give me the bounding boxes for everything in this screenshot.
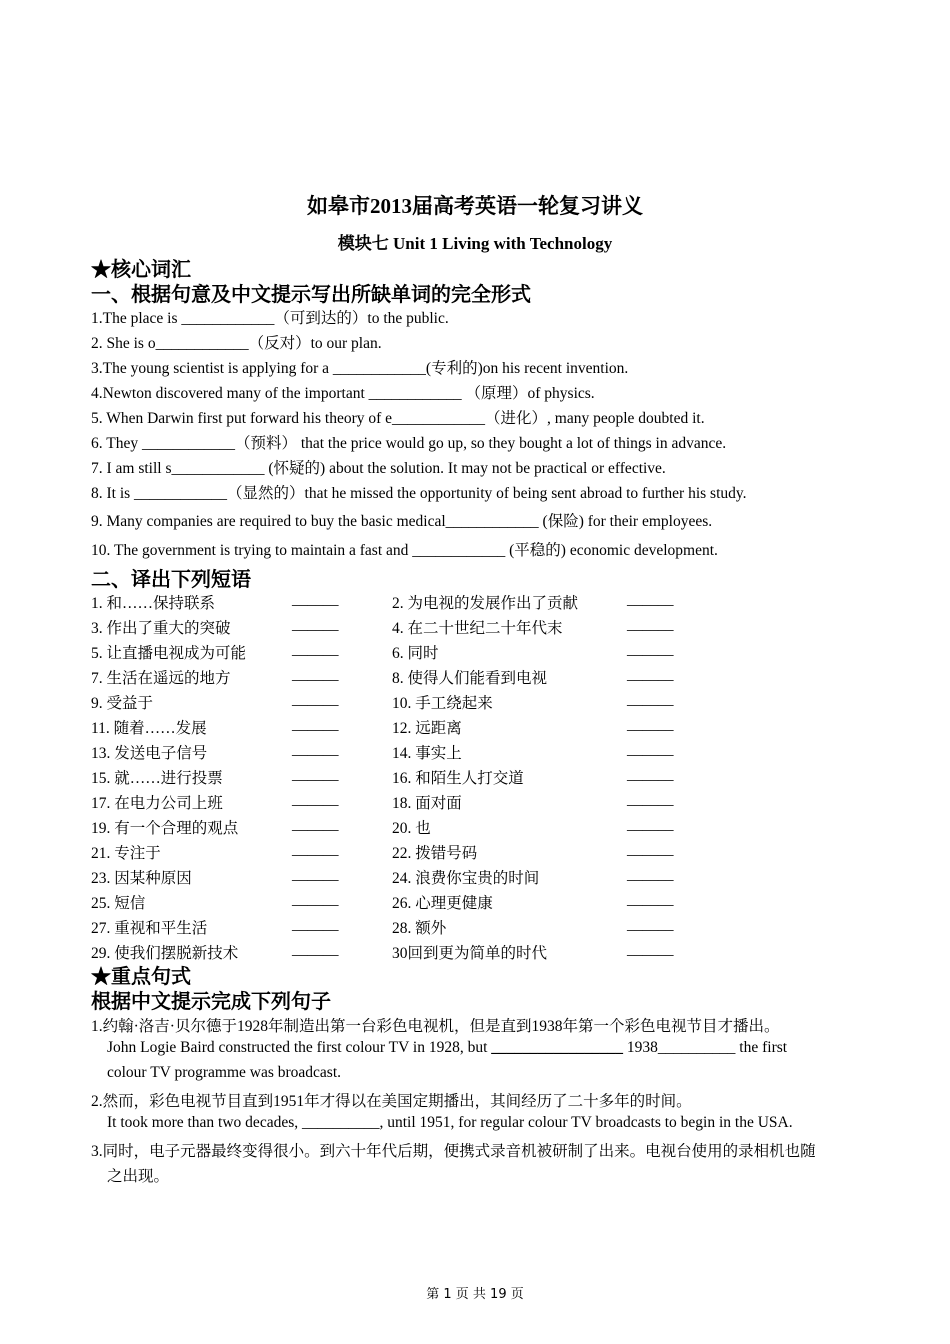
vocab-item: 2. She is o____________（反对）to our plan. (91, 335, 382, 352)
phrase-answer-blank: ______ (627, 841, 674, 858)
phrase-answer-blank: ______ (292, 866, 339, 883)
phrase-answer-blank: ______ (292, 741, 339, 758)
phrase-answer-blank: ______ (292, 891, 339, 908)
phrase-answer-blank: ______ (292, 791, 339, 808)
phrase-item: 22. 拨错号码 (392, 845, 478, 862)
phrase-answer-blank: ______ (292, 666, 339, 683)
phrase-item: 2. 为电视的发展作出了贡献 (392, 595, 579, 612)
phrase-answer-blank: ______ (292, 816, 339, 833)
vocab-item: 10. The government is trying to maintain a fast and ____________ (平稳的) economic development. (91, 542, 718, 559)
vocab-item: 5. When Darwin first put forward his theory of e____________（进化）, many people doubted it. (91, 410, 705, 427)
phrase-item: 21. 专注于 (91, 845, 161, 862)
sentence-2-english: It took more than two decades, __________, until 1951, for regular colour TV broadcasts to begin in the USA. (107, 1114, 793, 1131)
phrase-item: 1. 和……保持联系 (91, 595, 216, 612)
sentence-1-text-a: John Logie Baird constructed the first colour TV in 1928, but (107, 1039, 488, 1056)
sentence-1-blank: _________________ (491, 1039, 624, 1056)
phrase-answer-blank: ______ (627, 866, 674, 883)
phrase-item: 4. 在二十世纪二十年代末 (392, 620, 563, 637)
phrase-item: 26. 心理更健康 (392, 895, 493, 912)
phrase-answer-blank: ______ (627, 916, 674, 933)
phrase-item: 18. 面对面 (392, 795, 462, 812)
phrase-item: 24. 浪费你宝贵的时间 (392, 870, 540, 887)
phrase-answer-blank: ______ (627, 791, 674, 808)
phrase-item: 14. 事实上 (392, 745, 462, 762)
key-sentences-heading: ★重点句式 (91, 966, 191, 988)
phrase-item: 23. 因某种原因 (91, 870, 192, 887)
phrase-item: 8. 使得人们能看到电视 (392, 670, 548, 687)
phrase-item: 10. 手工绕起来 (392, 695, 493, 712)
sentence-1-chinese: 1.约翰·洛吉·贝尔德于1928年制造出第一台彩色电视机，但是直到1938年第一个彩色电视节目才播出。 (91, 1018, 780, 1035)
phrase-answer-blank: ______ (292, 616, 339, 633)
phrase-answer-blank: ______ (292, 916, 339, 933)
vocab-item: 1.The place is ____________（可到达的）to the public. (91, 310, 449, 327)
phrase-item: 7. 生活在遥远的地方 (91, 670, 231, 687)
section2-heading: 二、译出下列短语 (91, 569, 251, 591)
document-title: 如皋市2013届高考英语一轮复习讲义 (307, 194, 643, 218)
sentence-1-english-cont: colour TV programme was broadcast. (107, 1064, 342, 1081)
phrase-answer-blank: ______ (627, 766, 674, 783)
phrase-answer-blank: ______ (627, 891, 674, 908)
phrase-item: 28. 额外 (392, 920, 447, 937)
sentence-3-chinese: 3.同时，电子元器最终变得很小。到六十年代后期，便携式录音机被研制了出来。电视台使用的录相机也随 (91, 1143, 816, 1160)
core-vocab-heading: ★核心词汇 (91, 259, 191, 281)
phrase-answer-blank: ______ (292, 841, 339, 858)
phrase-item: 15. 就……进行投票 (91, 770, 223, 787)
phrase-item: 29. 使我们摆脱新技术 (91, 945, 239, 962)
phrase-item: 3. 作出了重大的突破 (91, 620, 231, 637)
phrase-item: 12. 远距离 (392, 720, 462, 737)
phrase-answer-blank: ______ (292, 591, 339, 608)
phrase-item: 30回到更为简单的时代 (392, 945, 548, 962)
phrase-answer-blank: ______ (627, 666, 674, 683)
sentence-3-chinese-cont: 之出现。 (107, 1168, 170, 1185)
vocab-item: 9. Many companies are required to buy the basic medical____________ (保险) for their employees. (91, 513, 713, 530)
document-subtitle: 模块七 Unit 1 Living with Technology (337, 234, 613, 253)
phrase-answer-blank: ______ (627, 591, 674, 608)
phrase-answer-blank: ______ (292, 641, 339, 658)
sentence-2-chinese: 2.然而，彩色电视节目直到1951年才得以在美国定期播出，其间经历了二十多年的时间。 (91, 1093, 692, 1110)
phrase-answer-blank: ______ (627, 716, 674, 733)
section1-heading: 一、根据句意及中文提示写出所缺单词的完全形式 (91, 284, 531, 306)
phrase-answer-blank: ______ (627, 816, 674, 833)
phrase-item: 11. 随着……发展 (91, 720, 207, 737)
phrase-item: 6. 同时 (392, 645, 439, 662)
sentence-1-text-b: 1938__________ the first (626, 1039, 788, 1056)
vocab-item: 3.The young scientist is applying for a ____________(专利的)on his recent invention. (91, 360, 629, 377)
phrase-item: 27. 重视和平生活 (91, 920, 208, 937)
section3-heading: 根据中文提示完成下列句子 (91, 991, 331, 1013)
vocab-item: 4.Newton discovered many of the important ____________ （原理）of physics. (91, 385, 595, 402)
vocab-item: 8. It is ____________（显然的）that he missed the opportunity of being sent abroad to further his study. (91, 485, 747, 502)
page-footer: 第 1 页 共 19 页 (426, 1287, 524, 1302)
phrase-item: 5. 让直播电视成为可能 (91, 645, 247, 662)
phrase-item: 19. 有一个合理的观点 (91, 820, 239, 837)
phrase-answer-blank: ______ (292, 766, 339, 783)
vocab-item: 7. I am still s____________ (怀疑的) about the solution. It may not be practical or effective. (91, 460, 666, 477)
phrase-item: 25. 短信 (91, 895, 146, 912)
phrase-answer-blank: ______ (627, 616, 674, 633)
phrase-item: 9. 受益于 (91, 695, 154, 712)
phrase-answer-blank: ______ (627, 691, 674, 708)
phrase-answer-blank: ______ (627, 741, 674, 758)
sentence-1-english (107, 1039, 787, 1057)
phrase-answer-blank: ______ (627, 641, 674, 658)
phrase-answer-blank: ______ (627, 941, 674, 958)
phrase-item: 20. 也 (392, 820, 431, 837)
phrase-item: 17. 在电力公司上班 (91, 795, 223, 812)
vocab-item: 6. They ____________（预料） that the price would go up, so they bought a lot of things in advance. (91, 435, 727, 452)
phrase-answer-blank: ______ (292, 716, 339, 733)
phrase-answer-blank: ______ (292, 691, 339, 708)
phrase-item: 13. 发送电子信号 (91, 745, 208, 762)
phrase-answer-blank: ______ (292, 941, 339, 958)
phrase-item: 16. 和陌生人打交道 (392, 770, 524, 787)
